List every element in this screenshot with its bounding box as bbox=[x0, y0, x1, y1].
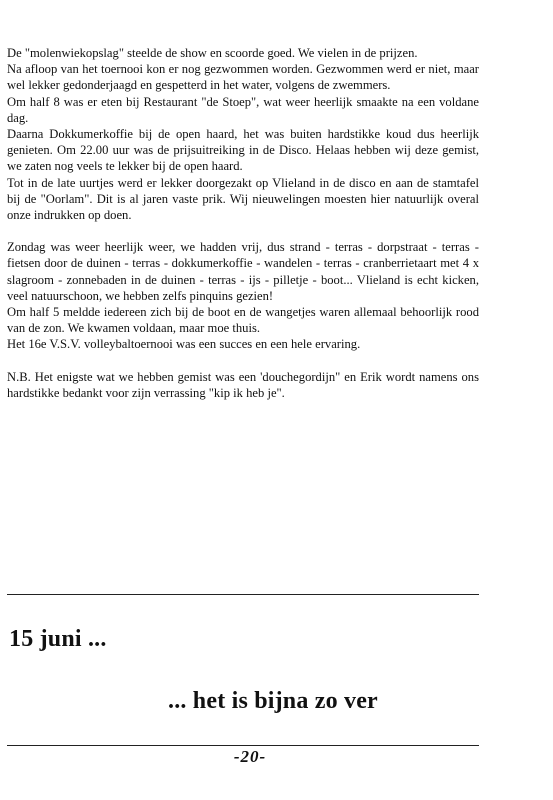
paragraph: Daarna Dokkumerkoffie bij de open haard, het was buiten hardstikke koud dus heerlijk genieten. Om 22.00 uur was de prijsuitreiking in de Disco. Helaas hebben wij deze gemist, we zaten nog veels te lekker bij de open haard. bbox=[7, 127, 479, 174]
page-number: -20- bbox=[233, 747, 267, 766]
article-body bbox=[7, 45, 479, 401]
paragraph: Het 16e V.S.V. volleybaltoernooi was een succes en een hele ervaring. bbox=[7, 337, 361, 352]
paragraph: Zondag was weer heerlijk weer, we hadden vrij, dus strand - terras - dorpstraat - terras - fietsen door de duinen - terras - dokkumerkoffie - wandelen - terras - cranberrietaart met 4 x slagroom - zonnebaden in de duinen - terras - ijs - pilletje - boot... Vlieland is echt kicken, veel natuurschoon, we hebben zelfs pinquins gezien! bbox=[7, 240, 479, 303]
paragraph: Tot in de late uurtjes werd er lekker doorgezakt op Vlieland in de disco en aan de stamtafel bij de "Oorlam". Dit is al jaren vaste prik. Wij nieuwelingen moesten hier natuurlijk overal onze indrukken op doen. bbox=[7, 175, 479, 223]
paragraph: Na afloop van het toernooi kon er nog gezwommen worden. Gezwommen werd er niet, maar wel lekker gedonderjaagd en gespetterd in het water, volgens de zwemmers. bbox=[7, 62, 479, 93]
paragraph-spacer bbox=[7, 353, 479, 369]
announcement-date: 15 juni ... bbox=[9, 626, 107, 652]
paragraph: De "molenwiekopslag" steelde de show en scoorde goed. We vielen in de prijzen. bbox=[7, 46, 418, 60]
divider-rule bbox=[7, 745, 479, 746]
paragraph-spacer bbox=[7, 223, 479, 239]
paragraph: N.B. Het enigste wat we hebben gemist was een 'douchegordijn" en Erik wordt namens ons hardstikke bedankt voor zijn verrassing "kip ik heb je". bbox=[7, 369, 479, 400]
announcement-tagline: ... het is bijna zo ver bbox=[168, 688, 378, 714]
paragraph: Om half 5 meldde iedereen zich bij de boot en de wangetjes waren allemaal behoorlijk rood van de zon. We kwamen voldaan, maar moe thuis. bbox=[7, 305, 479, 336]
paragraph: Om half 8 was er eten bij Restaurant "de Stoep", wat weer heerlijk smaakte na een voldane dag. bbox=[7, 94, 479, 125]
divider-rule bbox=[7, 594, 479, 595]
